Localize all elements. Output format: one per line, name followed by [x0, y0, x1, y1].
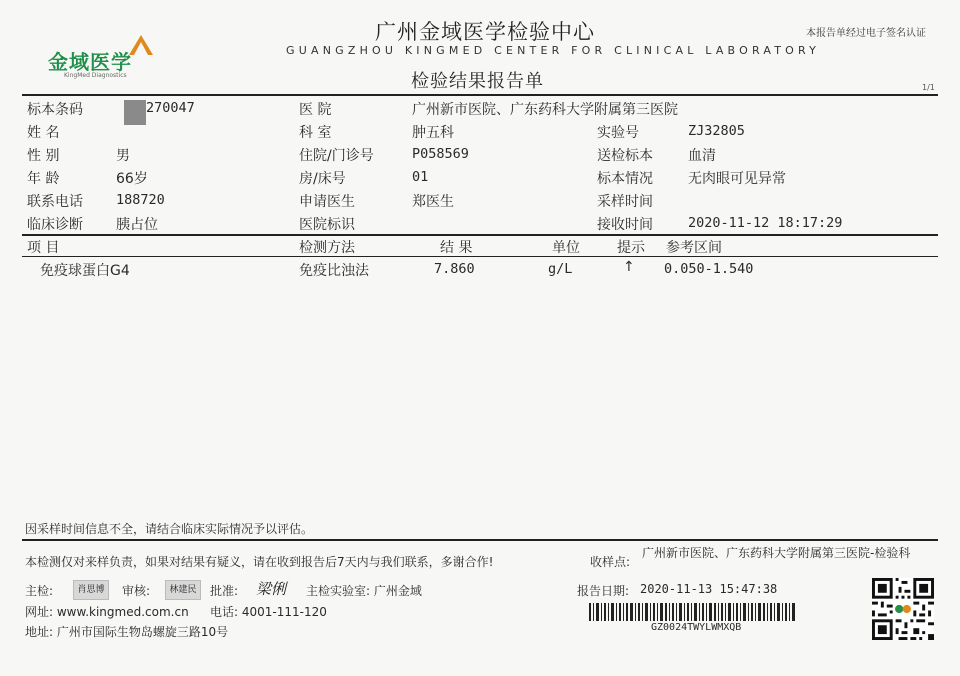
report-date-label: 报告日期: [577, 584, 630, 598]
phone-label: 联系电话 [27, 194, 83, 210]
col-header-item: 项 目 [27, 240, 60, 256]
dept-value: 肿五科 [412, 125, 454, 141]
collection-note: 因采样时间信息不全，请结合临床实际情况予以评估。 [25, 522, 314, 536]
col-header-unit: 单位 [552, 240, 580, 256]
col-header-result: 结 果 [440, 240, 473, 256]
org-subtitle: GUANGZHOU KINGMED CENTER FOR CLINICAL LABORATORY [286, 44, 821, 57]
org-title: 广州金域医学检验中心 [375, 20, 595, 44]
hospital-label: 医 院 [299, 102, 332, 118]
header-divider [22, 94, 938, 96]
phone: 电话: 4001-111-120 [210, 605, 327, 619]
disclaimer: 本检测仅对来样负责，如果对结果有疑义，请在收到报告后7天内与我们联系，多谢合作! [25, 555, 494, 569]
specimen-value: 血清 [688, 148, 716, 164]
lab-no-value: ZJ32805 [688, 123, 745, 139]
sample-point-value: 广州新市医院、广东药科大学附属第三医院-检验科 [642, 546, 911, 560]
doctor-value: 郑医生 [412, 194, 454, 210]
reviewer-signature: 林建民 [165, 580, 201, 600]
examiner-label: 主检: [25, 584, 54, 598]
row-item: 免疫球蛋白G4 [40, 263, 130, 279]
hospital-id-label: 医院标识 [299, 217, 355, 233]
diagnosis-label: 临床诊断 [27, 217, 83, 233]
logo-en-text: KingMed Diagnostics [64, 72, 127, 79]
row-result: 7.860 [434, 261, 475, 277]
website: 网址: www.kingmed.com.cn [25, 605, 189, 619]
redaction-barcode [124, 100, 146, 125]
lab-no-label: 实验号 [597, 125, 639, 141]
collect-time-label: 采样时间 [597, 194, 653, 210]
row-range: 0.050-1.540 [664, 261, 754, 277]
col-header-method: 检测方法 [299, 240, 355, 256]
specimen-cond-value: 无肉眼可见异常 [688, 171, 786, 187]
kingmed-logo [48, 40, 160, 85]
col-header-range: 参考区间 [666, 240, 722, 256]
receive-time-value: 2020-11-12 18:17:29 [688, 215, 843, 231]
name-label: 姓 名 [27, 125, 60, 141]
row-flag: ↑ [623, 259, 635, 275]
sex-label: 性 别 [27, 148, 60, 164]
report-date-value: 2020-11-13 15:47:38 [640, 582, 778, 596]
qr-code [872, 578, 934, 640]
report-barcode [589, 603, 797, 621]
approver-signature: 梁俐 [256, 580, 287, 598]
col-header-flag: 提示 [617, 240, 645, 256]
barcode-label: 标本条码 [27, 102, 83, 118]
address: 地址: 广州市国际生物岛螺旋三路10号 [25, 625, 229, 639]
dept-label: 科 室 [299, 125, 332, 141]
approver-label: 批准: [210, 584, 239, 598]
inpatient-label: 住院/门诊号 [299, 148, 374, 164]
logo-cn-text: 金域医学 [48, 50, 132, 74]
specimen-label: 送检标本 [597, 148, 653, 164]
age-label: 年 龄 [27, 171, 60, 187]
doctor-label: 申请医生 [299, 194, 355, 210]
reviewer-label: 审核: [122, 584, 151, 598]
report-code: GZ0024TWYLWMXQB [651, 622, 742, 633]
report-title: 检验结果报告单 [411, 71, 544, 92]
sample-point-label: 收样点: [590, 555, 631, 569]
page-number: 1/1 [922, 83, 935, 92]
diagnosis-value: 胰占位 [116, 217, 158, 233]
bed-value: 01 [412, 169, 429, 185]
table-header-bottom-rule [22, 256, 938, 257]
row-method: 免疫比浊法 [299, 263, 369, 279]
phone-value: 188720 [116, 192, 165, 208]
sex-value: 男 [116, 148, 130, 164]
footer-top-rule [22, 539, 938, 541]
barcode-value: 270047 [146, 100, 195, 116]
bed-label: 房/床号 [299, 171, 346, 187]
table-header-top-rule [22, 234, 938, 236]
main-lab: 主检实验室: 广州金域 [306, 584, 422, 598]
hospital-value: 广州新市医院、广东药科大学附属第三医院 [412, 102, 678, 118]
inpatient-value: P058569 [412, 146, 469, 162]
receive-time-label: 接收时间 [597, 217, 653, 233]
age-value: 66岁 [116, 171, 148, 187]
specimen-cond-label: 标本情况 [597, 171, 653, 187]
certification-note: 本报告单经过电子签名认证 [806, 28, 926, 39]
row-unit: g/L [548, 261, 573, 277]
examiner-signature: 肖思博 [73, 580, 109, 600]
